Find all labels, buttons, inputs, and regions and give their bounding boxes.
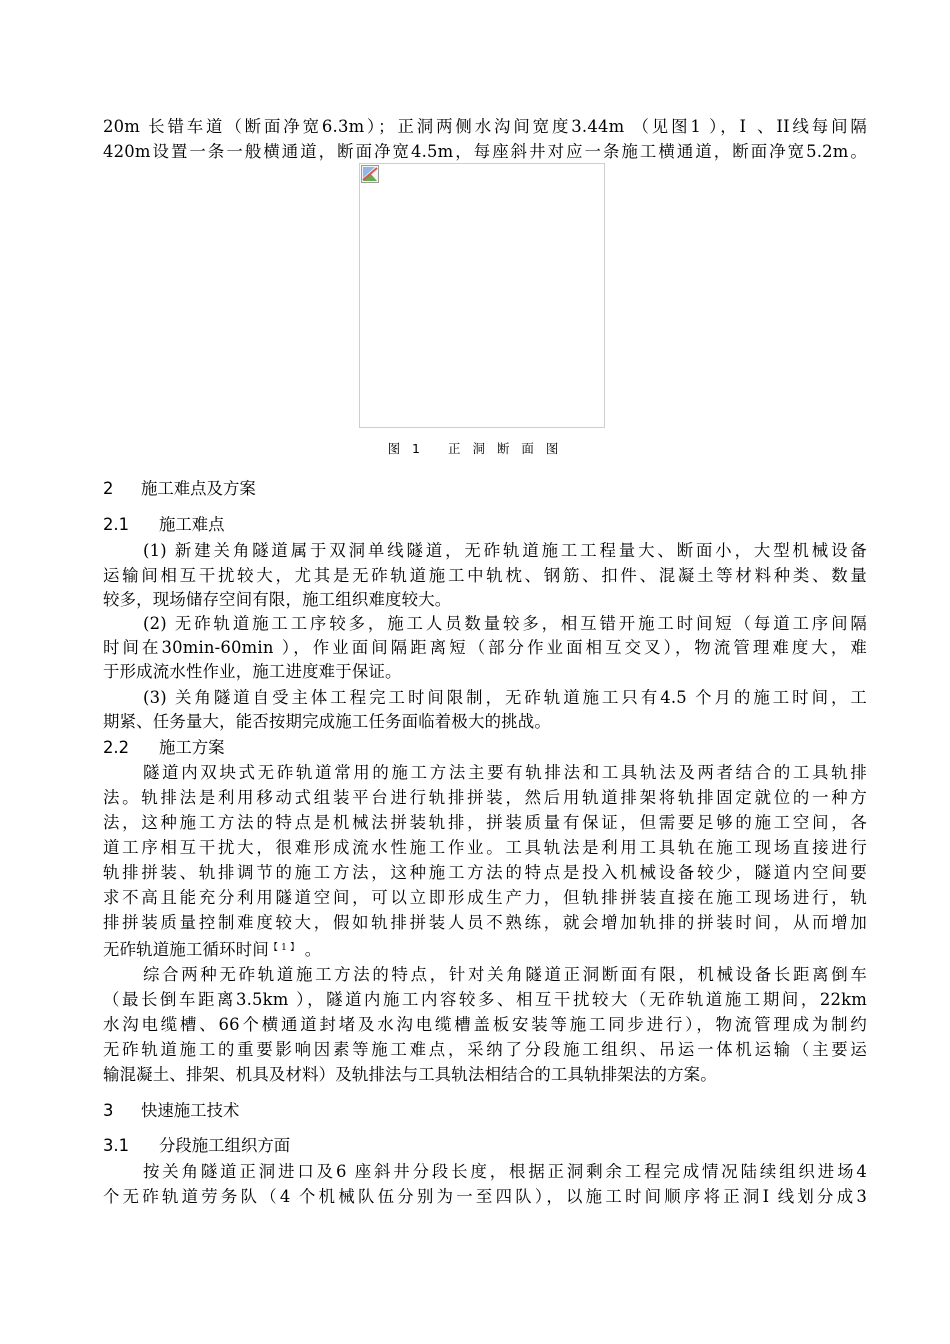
body-text-line: 个无砟轨道劳务队（4 个机械队伍分别为一至四队），以施工时间顺序将正洞I 线划分成3	[103, 1187, 867, 1206]
figure-image-placeholder	[359, 163, 605, 428]
section-title: 快速施工技术	[141, 1101, 240, 1120]
body-text-line: （最长倒车距离3.5km ），隧道内施工内容较多、相互干扰较大（无砟轨道施工期间，22km	[103, 990, 867, 1009]
body-text-line: (2) 无砟轨道施工工序较多，施工人员数量较多，相互错开施工时间短（每道工序间隔	[143, 614, 867, 633]
figure-caption	[0, 440, 950, 458]
body-text-line: 隧道内双块式无砟轨道常用的施工方法主要有轨排法和工具轨法及两者结合的工具轨排	[143, 763, 867, 782]
body-text-line: 排拼装质量控制难度较大，假如轨排拼装人员不熟练，就会增加轨排的拼装时间，从而增加	[103, 913, 867, 932]
section-heading	[103, 1099, 239, 1123]
body-text-line: 输混凝土、排架、机具及材料）及轨排法与工具轨法相结合的工具轨排架法的方案。	[103, 1065, 717, 1084]
body-text-line: 道工序相互干扰大，很难形成流水性施工作业。工具轨法是利用工具轨在施工现场直接进行	[103, 838, 867, 857]
subsection-title: 施工难点	[159, 515, 225, 534]
broken-image-icon	[361, 165, 379, 183]
body-text-line: 较多，现场储存空间有限，施工组织难度较大。	[103, 590, 452, 609]
body-text-line: 420m设置一条一般横通道，断面净宽4.5m，每座斜井对应一条施工横通道，断面净宽5.2m。	[103, 142, 867, 161]
body-text-line: (1) 新建关角隧道属于双洞单线隧道，无砟轨道施工工程量大、断面小，大型机械设备	[143, 541, 867, 560]
body-text-line	[103, 936, 867, 962]
body-text-line: 求不高且能充分利用隧道空间，可以立即形成生产力，但轨排拼装直接在施工现场进行，轨	[103, 888, 867, 907]
body-text-line: 20m 长错车道（断面净宽6.3m）；正洞两侧水沟间宽度3.44m （见图1 ），Ⅰ 、II线每间隔	[103, 117, 867, 136]
subsection-number: 3.1	[103, 1136, 130, 1155]
subsection-number: 2.2	[103, 738, 130, 757]
body-text-line: (3) 关角隧道自受主体工程完工时间限制，无砟轨道施工只有4.5 个月的施工时间，工	[143, 688, 867, 707]
body-text-line: 按关角隧道正洞进口及6 座斜井分段长度，根据正洞剩余工程完成情况陆续组织进场4	[143, 1162, 867, 1181]
body-text: 。	[299, 940, 322, 959]
body-text-line: 综合两种无砟轨道施工方法的特点，针对关角隧道正洞断面有限，机械设备长距离倒车	[143, 965, 867, 984]
body-text-line: 期紧、任务量大，能否按期完成施工任务面临着极大的挑战。	[103, 712, 551, 731]
body-text-line: 法，这种施工方法的特点是机械法拼装轨排，拼装质量有保证，但需要足够的施工空间，各	[103, 813, 867, 832]
body-text: 无砟轨道施工循环时间	[103, 940, 269, 959]
subsection-number: 2.1	[103, 515, 130, 534]
section-title: 施工难点及方案	[141, 479, 256, 498]
subsection-title: 施工方案	[159, 738, 225, 757]
section-heading	[103, 477, 256, 501]
body-text-line: 水沟电缆槽、66个横通道封堵及水沟电缆槽盖板安装等施工同步进行），物流管理成为制约	[103, 1015, 867, 1034]
body-text-line: 无砟轨道施工的重要影响因素等施工难点，采纳了分段施工组织、吊运一体机运输（主要运	[103, 1040, 867, 1059]
body-text-line: 运输间相互干扰较大，尤其是无砟轨道施工中轨枕、钢筋、扣件、混凝土等材料种类、数量	[103, 566, 867, 585]
figure-number: 图 1	[387, 441, 425, 456]
subsection-heading	[103, 1134, 290, 1158]
citation-reference: 【 1 】	[268, 943, 300, 953]
subsection-heading	[103, 736, 225, 760]
subsection-title: 分段施工组织方面	[159, 1136, 291, 1155]
body-text-line: 轨排拼装、轨排调节的施工方法，这种施工方法的特点是投入机械设备较少，隧道内空间要	[103, 863, 867, 882]
section-number: 2	[103, 479, 114, 498]
section-number: 3	[103, 1101, 114, 1120]
body-text-line: 于形成流水性作业，施工进度难于保证。	[103, 662, 402, 681]
body-text-line: 法。轨排法是利用移动式组装平台进行轨排拼装，然后用轨道排架将轨排固定就位的一种方	[103, 788, 867, 807]
body-text-line: 时间在30min-60min ），作业面间隔距离短（部分作业面相互交叉），物流管理难度大，难	[103, 638, 867, 657]
figure-title: 正 洞 断 面 图	[448, 441, 563, 456]
subsection-heading	[103, 513, 225, 537]
